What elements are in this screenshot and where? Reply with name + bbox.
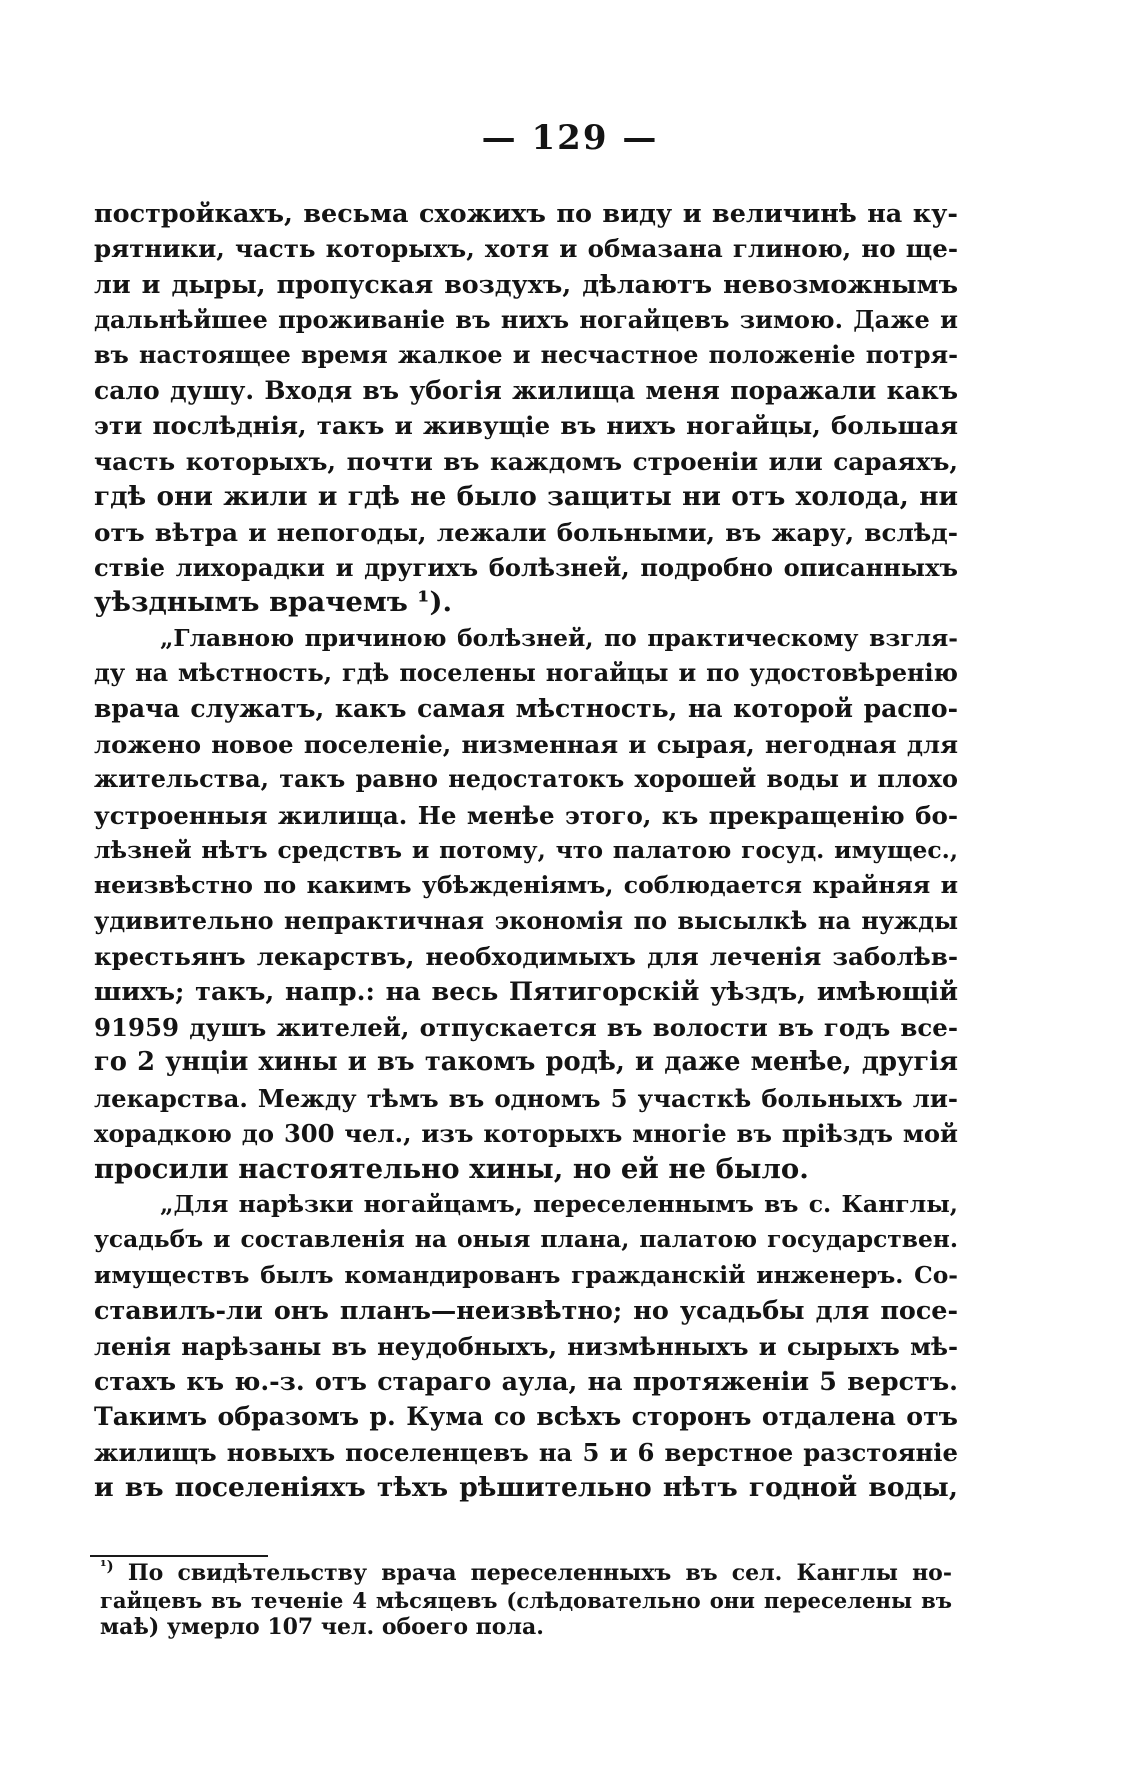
text-line: и въ поселеніяхъ тѣхъ рѣшительно нѣтъ годной воды, — [94, 1472, 958, 1504]
text-line: усадьбъ и составленія на оныя плана, палатою государствен. — [94, 1225, 958, 1254]
footnote — [100, 1560, 952, 1641]
text-line: постройкахъ, весьма схожихъ по виду и величинѣ на ку- — [94, 198, 958, 228]
body-text — [94, 196, 958, 1505]
text-line: врача служатъ, какъ самая мѣстность, на которой распо- — [94, 693, 958, 724]
text-line: крестьянъ лекарствъ, необходимыхъ для леченія заболѣв- — [94, 942, 958, 972]
text-line: рятники, часть которыхъ, хотя и обмазана глиною, но ще- — [94, 234, 958, 264]
text-line: просили настоятельно хины, но ей не было. — [94, 1152, 809, 1185]
footnote-line-text: По свидѣтельству врача переселенныхъ въ сел. Канглы но- — [127, 1560, 952, 1586]
text-line: „Для нарѣзки ногайцамъ, переселеннымъ въ с. Канглы, — [160, 1189, 958, 1218]
text-line: стахъ къ ю.-з. отъ стараго аула, на протяженіи 5 верстъ. — [94, 1365, 958, 1396]
text-line: сало душу. Входя въ убогія жилища меня поражали какъ — [94, 375, 958, 405]
text-line: ли и дыры, пропуская воздухъ, дѣлаютъ невозможнымъ — [94, 268, 958, 299]
text-line: неизвѣстно по какимъ убѣжденіямъ, соблюдается крайняя и — [94, 871, 958, 900]
text-line: лекарства. Между тѣмъ въ одномъ 5 участкѣ больныхъ ли- — [94, 1083, 958, 1113]
text-line: жительства, такъ равно недостатокъ хорошей воды и плохо — [94, 765, 958, 794]
text-line: Такимъ образомъ р. Кума со всѣхъ сторонъ отдалена отъ — [94, 1401, 958, 1432]
text-line: ленія нарѣзаны въ неудобныхъ, низмѣнныхъ и сырыхъ мѣ- — [94, 1331, 958, 1361]
text-line: гдѣ они жили и гдѣ не было защиты ни отъ холода, ни — [94, 481, 958, 513]
text-line: ду на мѣстность, гдѣ поселены ногайцы и по удостовѣренію — [94, 659, 958, 688]
text-line: имуществъ былъ командированъ гражданскій инженеръ. Со- — [94, 1260, 958, 1289]
text-line: шихъ; такъ, напр.: на весь Пятигорскій уѣздъ, имѣющій — [94, 976, 958, 1007]
text-line: въ настоящее время жалкое и несчастное положеніе потря- — [94, 340, 958, 369]
footnote-line: гайцевъ въ теченіе 4 мѣсяцевъ (слѣдовательно они переселены въ — [100, 1588, 952, 1613]
text-line: устроенныя жилища. Не менѣе этого, къ прекращенію бо- — [94, 800, 958, 830]
page-number: — 129 — — [481, 118, 659, 158]
text-line: эти послѣднія, такъ и живущіе въ нихъ ногайцы, большая — [94, 411, 958, 441]
text-line: „Главною причиною болѣзней, по практическому взгля- — [160, 623, 958, 652]
text-line: жилищъ новыхъ поселенцевъ на 5 и 6 верстное разстояніе — [94, 1437, 958, 1467]
footnote-rule — [90, 1555, 268, 1557]
text-line: часть которыхъ, почти въ каждомъ строеніи или сараяхъ, — [94, 446, 958, 476]
text-line: 91959 душъ жителей, отпускается въ волости въ годъ все- — [94, 1012, 958, 1042]
footnote-line: маѣ) умерло 107 чел. обоего пола. — [100, 1614, 544, 1640]
text-line: ствіе лихорадки и другихъ болѣзней, подробно описанныхъ — [94, 552, 958, 582]
text-line: отъ вѣтра и непогоды, лежали больными, въ жару, вслѣд- — [94, 517, 958, 547]
text-line: го 2 унціи хины и въ такомъ родѣ, и даже менѣе, другія — [94, 1047, 958, 1078]
footnote-marker: ¹) — [100, 1560, 114, 1575]
text-line: уѣзднымъ врачемъ ¹). — [94, 586, 453, 619]
text-line: ложено новое поселеніе, низменная и сырая, негодная для — [94, 729, 958, 759]
text-line: дальнѣйшее проживаніе въ нихъ ногайцевъ зимою. Даже и — [94, 305, 958, 335]
text-line: хорадкою до 300 чел., изъ которыхъ многіе въ пріѣздъ мой — [94, 1119, 958, 1149]
footnote-line — [100, 1560, 952, 1587]
text-line: удивительно непрактичная экономія по высылкѣ на нужды — [94, 906, 958, 935]
text-line: лѣзней нѣтъ средствъ и потому, что палатою госуд. имущес., — [94, 836, 958, 865]
text-line: ставилъ-ли онъ планъ—неизвѣтно; но усадьбы для посе- — [94, 1295, 958, 1326]
